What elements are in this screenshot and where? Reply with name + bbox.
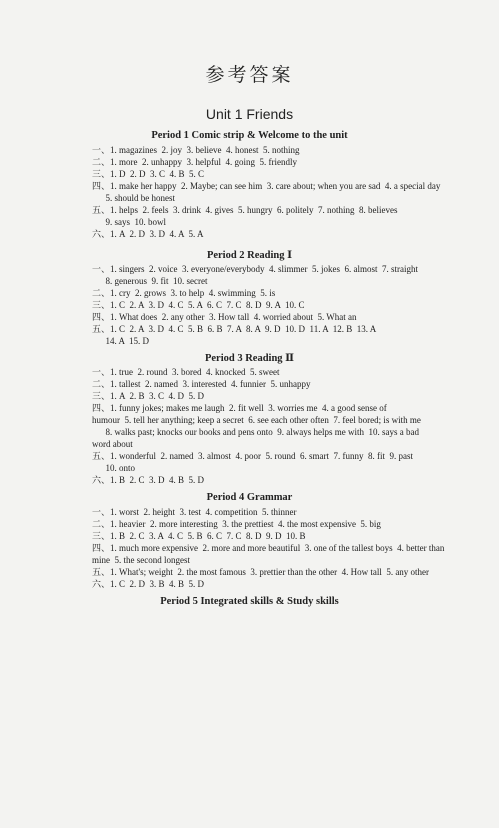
answer-line: 8. walks past; knocks our books and pens onto 9. always helps me with 10. says a bad <box>92 427 419 437</box>
answer-line: 二、1. more 2. unhappy 3. helpful 4. going 5. friendly <box>92 157 297 167</box>
answer-line: 三、1. A 2. B 3. C 4. D 5. D <box>92 391 205 401</box>
answer-line: 二、1. tallest 2. named 3. interested 4. funnier 5. unhappy <box>92 379 311 389</box>
answer-line: 五、1. What's; weight 2. the most famous 3. prettier than the other 4. How tall 5. any other <box>92 567 430 577</box>
answer-line: 五、1. wonderful 2. named 3. almost 4. poor 5. round 6. smart 7. funny 8. fit 9. past <box>92 451 413 461</box>
answer-line: 8. generous 9. fit 10. secret <box>92 276 208 286</box>
answer-line: 二、1. heavier 2. more interesting 3. the prettiest 4. the most expensive 5. big <box>92 519 381 529</box>
page-title: 参考答案 <box>205 64 294 86</box>
answer-line: 一、1. worst 2. height 3. test 4. competition 5. thinner <box>92 507 297 517</box>
answer-line: 一、1. singers 2. voice 3. everyone/everybody 4. slimmer 5. jokes 6. almost 7. straight <box>92 264 418 274</box>
period-heading: Period 4 Grammar <box>206 492 293 503</box>
answer-line: humour 5. tell her anything; keep a secret 6. see each other often 7. feel bored; is with me <box>92 415 421 425</box>
answer-line: 六、1. C 2. D 3. B 4. B 5. D <box>92 579 205 589</box>
answer-line: 四、1. much more expensive 2. more and more beautiful 3. one of the tallest boys 4. better than <box>92 543 445 553</box>
period-heading: Period 2 Reading Ⅰ <box>206 250 293 261</box>
answer-line: 二、1. cry 2. grows 3. to help 4. swimming 5. is <box>92 288 276 298</box>
answer-line: 四、1. funny jokes; makes me laugh 2. fit well 3. worries me 4. a good sense of <box>92 403 387 413</box>
answer-line: 四、1. What does 2. any other 3. How tall 4. worried about 5. What an <box>92 312 357 322</box>
answer-line: 14. A 15. D <box>92 336 150 346</box>
period-heading: Period 5 Integrated skills & Study skills <box>160 596 339 607</box>
answer-line: 五、1. C 2. A 3. D 4. C 5. B 6. B 7. A 8. A 9. D 10. D 11. A 12. B 13. A <box>92 324 377 334</box>
answer-line: 一、1. true 2. round 3. bored 4. knocked 5. sweet <box>92 367 280 377</box>
period-heading: Period 3 Reading Ⅱ <box>204 353 295 364</box>
unit-heading: Unit 1 Friends <box>205 106 294 122</box>
answer-line: 四、1. make her happy 2. Maybe; can see him 3. care about; when you are sad 4. a special day <box>92 181 441 191</box>
answer-line: mine 5. the second longest <box>92 555 190 565</box>
period-heading: Period 1 Comic strip & Welcome to the unit <box>151 130 348 141</box>
answer-line: 5. should be honest <box>92 193 175 203</box>
answer-line: 一、1. magazines 2. joy 3. believe 4. honest 5. nothing <box>92 145 300 155</box>
answer-line: word about <box>92 439 133 449</box>
answer-line: 六、1. A 2. D 3. D 4. A 5. A <box>92 229 204 239</box>
answer-line: 9. says 10. bowl <box>92 217 166 227</box>
answer-line: 五、1. helps 2. feels 3. drink 4. gives 5. hungry 6. politely 7. nothing 8. believes <box>92 205 398 215</box>
answer-line: 六、1. B 2. C 3. D 4. B 5. D <box>92 475 205 485</box>
answer-line: 三、1. C 2. A 3. D 4. C 5. A 6. C 7. C 8. D 9. A 10. C <box>92 300 305 310</box>
answer-line: 三、1. D 2. D 3. C 4. B 5. C <box>92 169 205 179</box>
answer-line: 10. onto <box>92 463 136 473</box>
answer-line: 三、1. B 2. C 3. A 4. C 5. B 6. C 7. C 8. D 9. D 10. B <box>92 531 306 541</box>
